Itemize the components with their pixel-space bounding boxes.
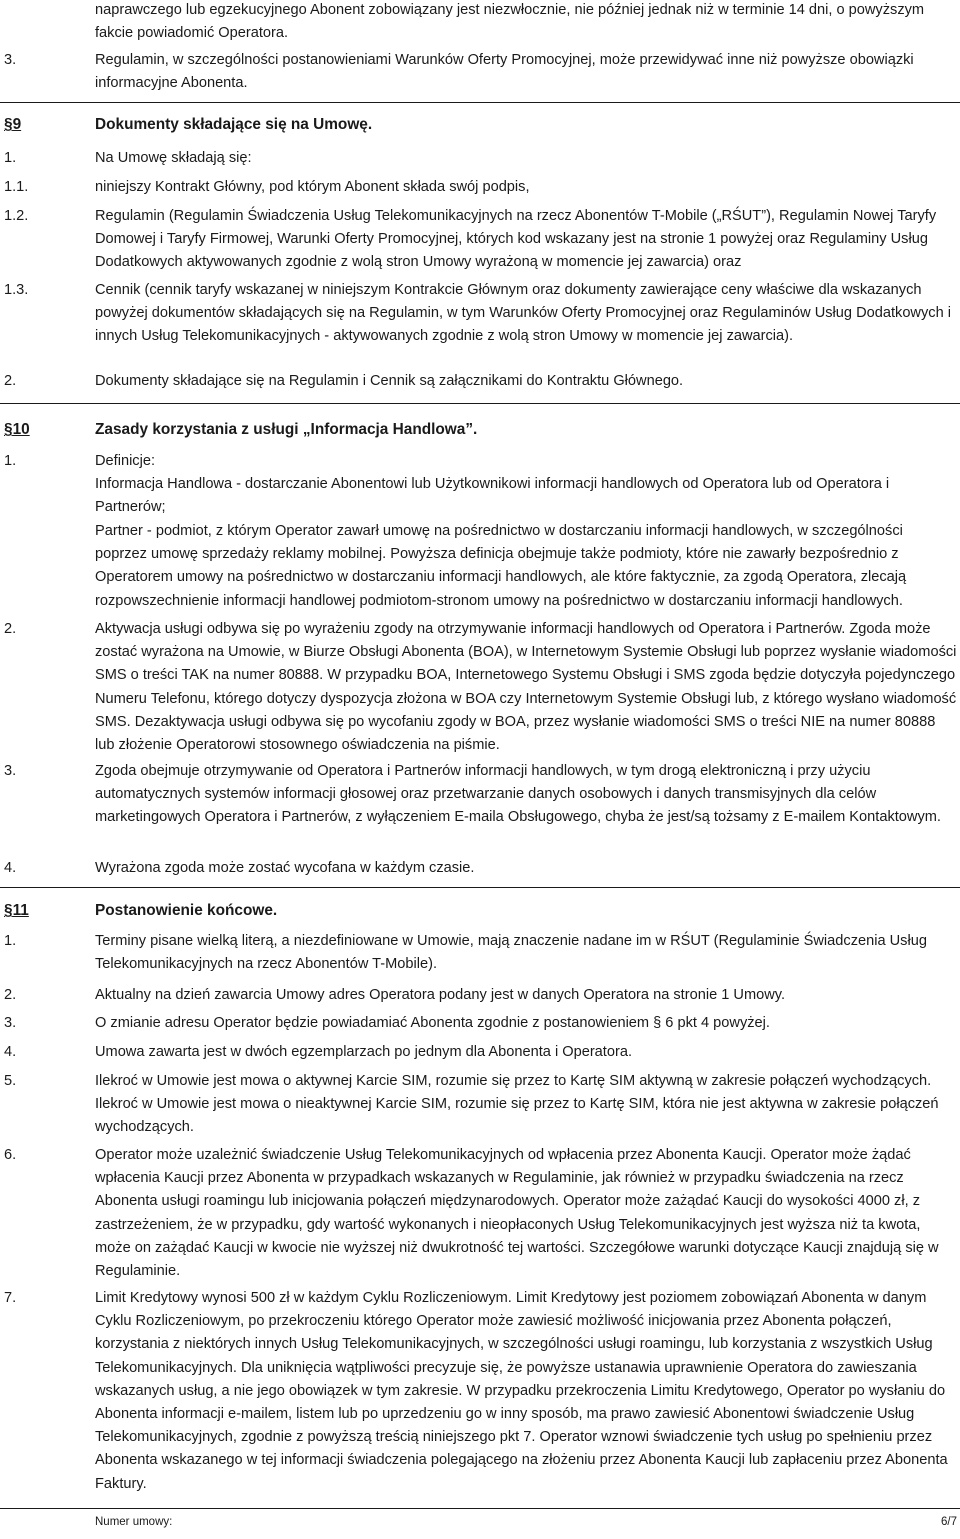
paragraph-mark: § [4, 902, 13, 919]
item-number: 3. [4, 1015, 17, 1031]
contract-number-label: Numer umowy: [95, 1516, 173, 1528]
page-number: 6/7 [941, 1516, 957, 1528]
section-number: 10 [12, 421, 30, 438]
footer-divider [0, 1508, 960, 1509]
item-text: Wyrażona zgoda może zostać wycofana w każdym czasie. [95, 860, 475, 876]
section-title: Dokumenty składające się na Umowę. [95, 116, 373, 133]
item-number: 7. [4, 1290, 17, 1306]
item-text: Na Umowę składają się: [95, 150, 252, 166]
item-text: Ilekroć w Umowie jest mowa o aktywnej Karcie SIM, rozumie się przez to Kartę SIM aktywną w zakresie połączeń wychodzących. Ilekroć w Umowie jest mowa o nieaktywnej Karcie SIM, rozumie się przez to Kartę SIM, która nie jest aktywna w zakresie połączeń wychodzących. [95, 1073, 939, 1136]
section-number: 9 [12, 116, 22, 133]
section-divider [0, 887, 960, 888]
item-text: Dokumenty składające się na Regulamin i Cennik są załącznikami do Kontraktu Głównego. [95, 373, 684, 389]
item-number: 3. [4, 52, 17, 68]
section-title: Postanowienie końcowe. [95, 902, 278, 919]
item-number: 2. [4, 373, 17, 389]
item-text: Zgoda obejmuje otrzymywanie od Operatora i Partnerów informacji handlowych, w tym drogą elektroniczną i przy użyciu automatycznych systemów informacji głosowej oraz przetwarzanie danych osobowych i danych transmisyjnych dla celów marketingowych Operatora i Partnerów, z wyłączeniem E-maila Obsługowego, chyba że jest/są tożsamy z E-mailem Kontaktowym. [95, 763, 941, 826]
item-text: Definicje: [95, 453, 156, 469]
item-number: 2. [4, 987, 17, 1003]
section-divider [0, 102, 960, 103]
item-number: 1.2. [4, 208, 29, 224]
paragraph-mark: § [4, 116, 13, 133]
item-number: 1.1. [4, 179, 29, 195]
item-number: 1.3. [4, 282, 29, 298]
item-number: 4. [4, 860, 17, 876]
item-text: Cennik (cennik taryfy wskazanej w niniejszym Kontrakcie Głównym oraz dokumenty zawierające ceny właściwe dla wskazanych powyżej dokumentów składających się na Regulamin, w tym Warunków Oferty Promocyjnej oraz Regulaminów Usług Dodatkowych i innych Usług Telekomunikacyjnych - aktywowanych zgodnie z wolą stron Umowy w momencie jej zawarcia). [95, 282, 951, 345]
item-number: 3. [4, 763, 17, 779]
item-number: 1. [4, 150, 17, 166]
section-title: Zasady korzystania z usługi „Informacja Handlowa”. [95, 421, 478, 438]
item-text: Aktywacja usługi odbywa się po wyrażeniu zgody na otrzymywanie informacji handlowych od Operatora i Partnerów. Zgoda może zostać wyrażona na Umowie, w Biurze Obsługi Abonenta (BOA), w Internetowym Systemie Obsługi lub poprzez wysłanie wiadomości SMS o treści TAK na numer 80888. W przypadku BOA, Internetowego Systemu Obsługi i SMS zgoda będzie dotyczyła pojedynczego Numeru Telefonu, którego dotyczy dyspozycja złożona w BOA czy Internetowym Systemie Obsługi lub, z którego wysłano wiadomość SMS. Dezaktywacja usługi odbywa się po wycofaniu zgody w BOA, przez wysłanie wiadomości SMS o treści NIE na numer 80888 lub złożenie Operatorowi stosownego oświadczenia na piśmie. [95, 621, 957, 754]
item-text: Regulamin (Regulamin Świadczenia Usług Telekomunikacyjnych na rzecz Abonentów T-Mobile („RŚUT”), Regulamin Nowej Taryfy Domowej i Taryfy Firmowej, Warunki Oferty Promocyjnej, których kod wskazany jest na stronie 1 powyżej oraz Regulaminy Usług Dodatkowych aktywowanych zgodnie z wolą stron Umowy wyrażoną w momencie jej zawarcia) oraz [95, 208, 937, 271]
item-text: Aktualny na dzień zawarcia Umowy adres Operatora podany jest w danych Operatora na stronie 1 Umowy. [95, 987, 786, 1003]
item-number: 4. [4, 1044, 17, 1060]
definition-text: Informacja Handlowa - dostarczanie Abonentowi lub Użytkownikowi informacji handlowych od Operatora lub od Operatora i Partnerów; [95, 476, 890, 516]
item-text: niniejszy Kontrakt Główny, pod którym Abonent składa swój podpis, [95, 179, 530, 195]
item-number: 1. [4, 933, 17, 949]
paragraph-mark: § [4, 421, 13, 438]
item-number: 6. [4, 1147, 17, 1163]
item-text: Operator może uzależnić świadczenie Usług Telekomunikacyjnych od wpłacenia przez Abonenta Kaucji. Operator może żądać wpłacenia Kaucji przez Abonenta w przypadkach wskazanych w Regulaminie, jak również w przypadku świadczenia na rzecz Abonenta usługi roamingu lub inicjowania połączeń międzynarodowych. Operator może zażądać Kaucji do wysokości 4000 zł, z zastrzeżeniem, że w przypadku, gdy wartość wykonanych i nieopłaconych Usług Telekomunikacyjnych jest wyższa niż ta kwota, może on zażądać Kaucji w kwocie nie wyższej niż dwukrotność tej wartości. Szczegółowe warunki dotyczące Kaucji znajdują się w Regulaminie. [95, 1147, 939, 1280]
item-text: O zmianie adresu Operator będzie powiadamiać Abonenta zgodnie z postanowieniem § 6 pkt 4 powyżej. [95, 1015, 770, 1031]
section-divider [0, 403, 960, 404]
item-number: 1. [4, 453, 17, 469]
item-number: 5. [4, 1073, 17, 1089]
definition-text: Partner - podmiot, z którym Operator zawarł umowę na pośrednictwo w dostarczaniu informacji handlowych, w szczególności poprzez umowę sprzedaży reklamy mobilnej. Powyższa definicja obejmuje także podmioty, które nie zawarły bezpośrednio z Operatorem umowy na pośrednictwo w dostarczaniu informacji handlowych, ale które faktycznie, za zgodą Operatora, zlecają rozpowszechnienie informacji handlowej podmiotom-stronom umowy na pośrednictwo w dostarczaniu informacji handlowych. [95, 523, 907, 609]
item-text: Limit Kredytowy wynosi 500 zł w każdym Cyklu Rozliczeniowym. Limit Kredytowy jest poziomem zobowiązań Abonenta w danym Cyklu Rozliczeniowym, po przekroczeniu którego Operator może zawiesić możliwość inicjowania przez Abonenta połączeń, korzystania z niektórych innych Usług Telekomunikacyjnych, w szczególności usługi roamingu, lub korzystania z wszystkich Usług Telekomunikacyjnych. Dla uniknięcia wątpliwości precyzuje się, że powyższe ustanawia uprawnienie Operatora do zawieszania wskazanych usług, a nie jego obowiązek w tym zakresie. W przypadku przekroczenia Limitu Kredytowego, Operator po wysłaniu do Abonenta informacji e-mailem, listem lub po uprzedzeniu go w inny sposób, ma prawo zawiesić Abonentowi świadczenie Usług Telekomunikacyjnych, zgodnie z powyższą treścią niniejszego pkt 7. Operator wznowi świadczenie tych usług po spełnieniu przez Abonenta wskazanego w tej informacji świadczenia polegającego na złożeniu przez Abonenta Kaucji lub zapłaceniu przez Abonenta Faktury. [95, 1290, 948, 1492]
item-text: Regulamin, w szczególności postanowieniami Warunków Oferty Promocyjnej, może przewidywać inne niż powyższe obowiązki informacyjne Abonenta. [95, 52, 914, 92]
paragraph-text: naprawczego lub egzekucyjnego Abonent zobowiązany jest niezwłocznie, nie później jednak niż w terminie 14 dni, o powyższym fakcie powiadomić Operatora. [95, 2, 925, 42]
item-number: 2. [4, 621, 17, 637]
item-text: Umowa zawarta jest w dwóch egzemplarzach po jednym dla Abonenta i Operatora. [95, 1044, 633, 1060]
section-number: 11 [12, 902, 29, 919]
item-text: Terminy pisane wielką literą, a niezdefiniowane w Umowie, mają znaczenie nadane im w RŚUT (Regulaminie Świadczenia Usług Telekomunikacyjnych na rzecz Abonentów T-Mobile). [95, 933, 927, 973]
